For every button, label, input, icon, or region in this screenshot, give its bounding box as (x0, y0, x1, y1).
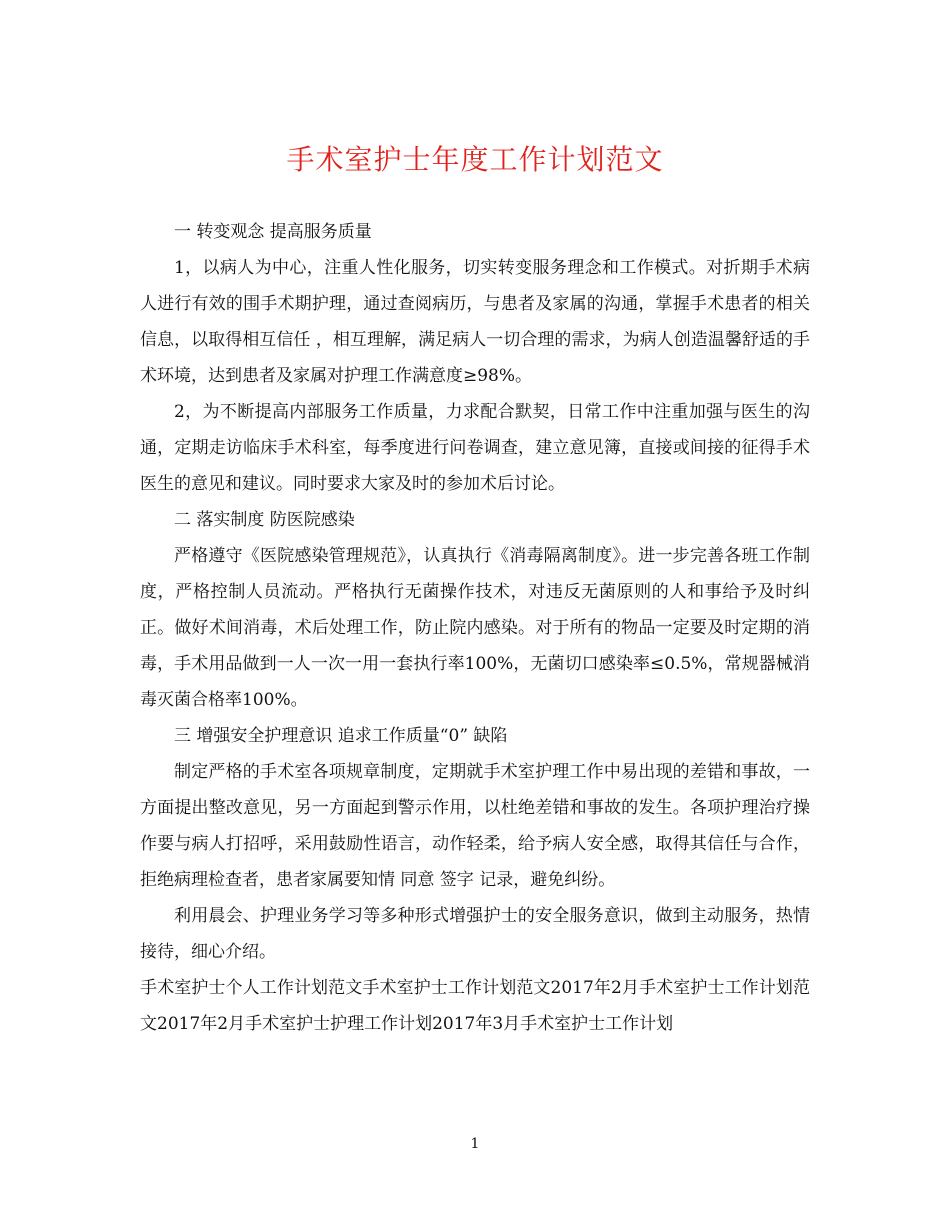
document-body (140, 214, 810, 1042)
section-heading-3: 三 增强安全护理意识 追求工作质量“0” 缺陷 (174, 726, 508, 746)
section-heading-1: 一 转变观念 提高服务质量 (174, 222, 372, 242)
page-number: 1 (470, 1136, 480, 1152)
paragraph-1-1: 1，以病人为中心，注重人性化服务，切实转变服务理念和工作模式。对折期手术病人进行有效的围手术期护理，通过查阅病历，与患者及家属的沟通，掌握手术患者的相关信息，以取得相互信任 ，相互理解，满足病人一切合理的需求，为病人创造温馨舒适的手术环境，达到患者及家属对护理工作满意度≥98%。 (140, 258, 810, 386)
document-title: 手术室护士年度工作计划范文 (286, 143, 664, 176)
paragraph-3-2: 利用晨会、护理业务学习等多种形式增强护士的安全服务意识，做到主动服务，热情接待，细心介绍。 (140, 906, 810, 962)
related-articles-text: 手术室护士个人工作计划范文手术室护士工作计划范文2017年2月手术室护士工作计划范文2017年2月手术室护士护理工作计划2017年3月手术室护士工作计划 (140, 978, 810, 1034)
paragraph-3-1: 制定严格的手术室各项规章制度，定期就手术室护理工作中易出现的差错和事故，一方面提出整改意见，另一方面起到警示作用，以杜绝差错和事故的发生。各项护理治疗操作要与病人打招呼，采用鼓励性语言，动作轻柔，给予病人安全感，取得其信任与合作，拒绝病理检查者，患者家属要知情 同意 签字 记录，避免纠纷。 (140, 762, 810, 890)
section-heading-2: 二 落实制度 防医院感染 (174, 510, 355, 530)
paragraph-2-1: 严格遵守《医院感染管理规范》，认真执行《消毒隔离制度》。进一步完善各班工作制度，严格控制人员流动。严格执行无菌操作技术，对违反无菌原则的人和事给予及时纠正。做好术间消毒，术后处理工作，防止院内感染。对于所有的物品一定要及时定期的消毒，手术用品做到一人一次一用一套执行率100%，无菌切口感染率≤0.5%，常规器械消毒灭菌合格率100%。 (140, 546, 810, 710)
paragraph-1-2: 2，为不断提高内部服务工作质量，力求配合默契，日常工作中注重加强与医生的沟通，定期走访临床手术科室，每季度进行问卷调查，建立意见簿，直接或间接的征得手术医生的意见和建议。同时要求大家及时的参加术后讨论。 (140, 402, 810, 494)
